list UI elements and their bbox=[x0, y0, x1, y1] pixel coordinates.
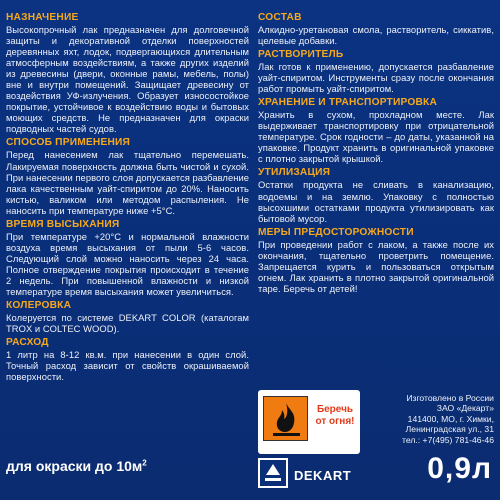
section-text: Перед нанесением лак тщательно перемешать. Лакируемая поверхность должна быть чистой и сухой. При нанесении первого слоя допускается разбавление лака качественным уайт-спиритом до 20%. Наносить кистью, валиком или методом распыления. Не наносить при температуре ниже +5°С. bbox=[6, 149, 249, 216]
section-heading: УТИЛИЗАЦИЯ bbox=[258, 167, 331, 179]
right-column bbox=[258, 10, 494, 297]
section-text: При температуре +20°С и нормальной влажности воздуха время высыхания от пыли 5-6 часов. Следующий слой можно наносить через 24 часа. Полное отверждение покрытия происходит в течение 2 недель. При повышенной влажности и низкой температуре время высыхания может увеличиться. bbox=[6, 230, 249, 297]
maker-line: тел.: +7(495) 781-46-46 bbox=[402, 434, 494, 445]
section-heading: РАСХОД bbox=[6, 337, 49, 349]
section-heading: СПОСОБ ПРИМЕНЕНИЯ bbox=[6, 137, 131, 149]
section-purpose bbox=[6, 12, 249, 134]
section-text: Хранить в сухом, прохладном месте. Лак выдерживает транспортировку при отрицательной температуре. Срок годности – до даты, указанной на упаковке. Продукт хранить в оригинальной упаковке с плотно закрытой крышкой. bbox=[258, 109, 494, 165]
manufacturer-info bbox=[364, 393, 494, 445]
section-heading: ВРЕМЯ ВЫСЫХАНИЯ bbox=[6, 218, 120, 230]
warning-line-2: от огня! bbox=[315, 416, 355, 427]
section-drying bbox=[6, 219, 249, 297]
section-heading: НАЗНАЧЕНИЕ bbox=[6, 12, 79, 23]
maker-line: ЗАО «Декарт» bbox=[436, 403, 494, 414]
section-text: 1 литр на 8-12 кв.м. при нанесении в один слой. Точный расход зависит от свойств окрашиваемой поверхности. bbox=[6, 349, 249, 383]
logo-mark-icon bbox=[258, 458, 288, 488]
fire-warning bbox=[258, 390, 360, 454]
coverage-sup: 2 bbox=[142, 458, 147, 468]
section-tinting bbox=[6, 300, 249, 334]
dekart-logo bbox=[258, 458, 356, 492]
section-text: Высокопрочный лак предназначен для долговечной защиты и декоративной отделки поверхностей деревянных яхт, лодок, подвергающихся длительным атмосферным воздействиям, а также других изделий из древесины (двери, оконные рамы, мебель, полы) вне и внутри помещений. Защищает древесину от воздействия УФ-излучения. Образует износостойкое покрытие, устойчивое к воздействию воды и бытовых моющих средств. Не предназначен для окраски подводных частей судов. bbox=[6, 24, 249, 135]
section-text: При проведении работ с лаком, а также после их окончания, тщательно проветрить помещение. Запрещается курить и пользоваться открытым огнем. Лак хранить в плотно закрытой оригинальной таре. Беречь от детей! bbox=[258, 238, 494, 294]
section-heading: ХРАНЕНИЕ И ТРАНСПОРТИРОВКА bbox=[258, 97, 438, 109]
section-composition bbox=[258, 12, 494, 46]
section-heading: КОЛЕРОВКА bbox=[6, 300, 72, 312]
section-text: Остатки продукта не сливать в канализацию, водоемы и на землю. Упаковку с полностью высохшими остатками продукта утилизировать как бытовой мусор. bbox=[258, 179, 494, 224]
maker-line: Изготовлено в России bbox=[406, 393, 494, 403]
volume-label: 0,9л bbox=[427, 452, 492, 485]
warning-line-1: Беречь bbox=[316, 404, 354, 415]
section-heading: МЕРЫ ПРЕДОСТОРОЖНОСТИ bbox=[258, 226, 414, 238]
logo-text: DEKART bbox=[294, 468, 352, 483]
left-column bbox=[6, 10, 249, 385]
warning-text bbox=[311, 404, 359, 428]
section-precautions bbox=[258, 227, 494, 294]
section-heading: СОСТАВ bbox=[258, 12, 302, 23]
flammable-icon bbox=[263, 396, 308, 441]
section-text: Колеруется по системе DEKART COLOR (каталогам TROX и COLTEC WOOD). bbox=[6, 312, 249, 335]
section-disposal bbox=[258, 167, 494, 223]
coverage-main: для окраски до 10м bbox=[6, 458, 143, 474]
section-consumption bbox=[6, 337, 249, 382]
maker-line: Ленинградская ул., 31 bbox=[405, 424, 494, 435]
section-solvent bbox=[258, 49, 494, 94]
section-text: Алкидно-уретановая смола, растворитель, сиккатив, целевые добавки. bbox=[258, 24, 494, 47]
section-storage bbox=[258, 97, 494, 164]
section-text: Лак готов к применению, допускается разбавление уайт-спиритом. Инструменты сразу после окончания работ промыть уайт-спиритом. bbox=[258, 61, 494, 95]
coverage-text bbox=[6, 458, 147, 474]
maker-line: 141400, МО, г. Химки, bbox=[407, 413, 494, 424]
section-heading: РАСТВОРИТЕЛЬ bbox=[258, 49, 344, 61]
section-application bbox=[6, 137, 249, 215]
